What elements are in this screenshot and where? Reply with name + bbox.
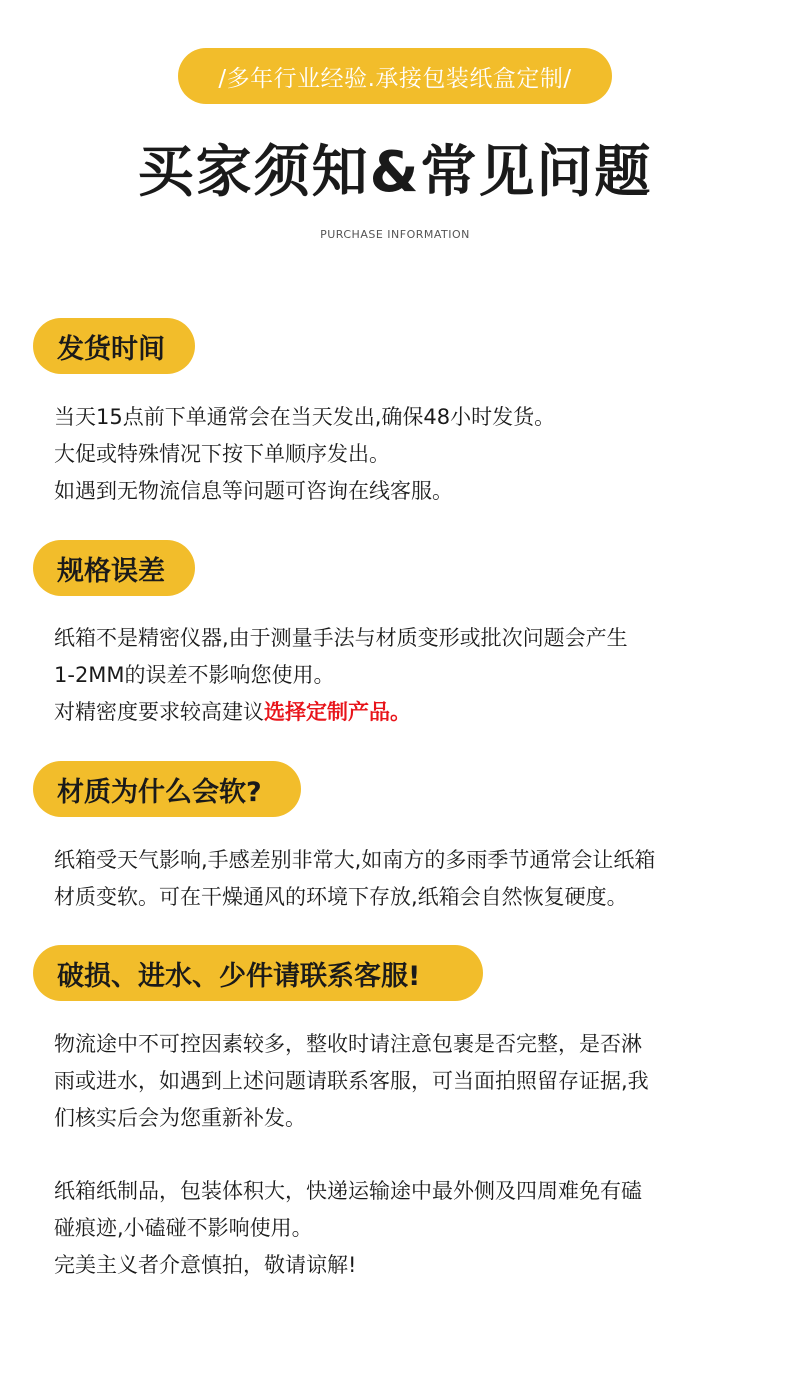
page-subtitle: PURCHASE INFORMATION: [320, 228, 470, 241]
section-heading-text: 规格误差: [57, 555, 165, 587]
page-title: 买家须知&常见问题: [137, 140, 653, 205]
section-body-shipping: [54, 399, 754, 510]
body-line-with-highlight: [54, 694, 754, 731]
body-line: 雨或进水，如遇到上述问题请联系客服，可当面拍照留存证据,我: [54, 1069, 649, 1093]
section-body-damage-contact: [54, 1026, 754, 1137]
body-line: 完美主义者介意慎拍，敬请谅解!: [54, 1253, 357, 1277]
body-line: 如遇到无物流信息等问题可咨询在线客服。: [54, 479, 453, 503]
section-body-material-soft: [54, 842, 754, 916]
section-body-damage-note: [54, 1173, 754, 1284]
body-line: 纸箱受天气影响,手感差别非常大,如南方的多雨季节通常会让纸箱: [54, 848, 656, 872]
custom-product-highlight: 选择定制产品。: [264, 700, 411, 724]
section-heading-shipping: [33, 318, 195, 374]
section-heading-size-tolerance: [33, 540, 195, 596]
body-line: 碰痕迹,小磕碰不影响使用。: [54, 1216, 313, 1240]
section-heading-damage-contact: [33, 945, 483, 1001]
body-line: 纸箱不是精密仪器,由于测量手法与材质变形或批次问题会产生: [54, 626, 628, 650]
body-line: 物流途中不可控因素较多，整收时请注意包裹是否完整，是否淋: [54, 1032, 642, 1056]
section-heading-text: 材质为什么会软?: [57, 776, 262, 808]
section-heading-text: 破损、进水、少件请联系客服!: [57, 960, 421, 992]
body-line: 1-2MM的误差不影响您使用。: [54, 663, 335, 687]
section-heading-material-soft: [33, 761, 301, 817]
tagline-text: /多年行业经验.承接包装纸盒定制/: [218, 65, 572, 92]
body-line-prefix: 对精密度要求较高建议: [54, 700, 264, 724]
tagline-banner: [178, 48, 612, 104]
section-body-size-tolerance: [54, 620, 754, 731]
section-heading-text: 发货时间: [57, 333, 165, 365]
body-line: 材质变软。可在干燥通风的环境下存放,纸箱会自然恢复硬度。: [54, 885, 628, 909]
body-line: 们核实后会为您重新补发。: [54, 1106, 306, 1130]
body-line: 大促或特殊情况下按下单顺序发出。: [54, 442, 390, 466]
body-line: 纸箱纸制品，包装体积大，快递运输途中最外侧及四周难免有磕: [54, 1179, 642, 1203]
body-line: 当天15点前下单通常会在当天发出,确保48小时发货。: [54, 405, 556, 429]
